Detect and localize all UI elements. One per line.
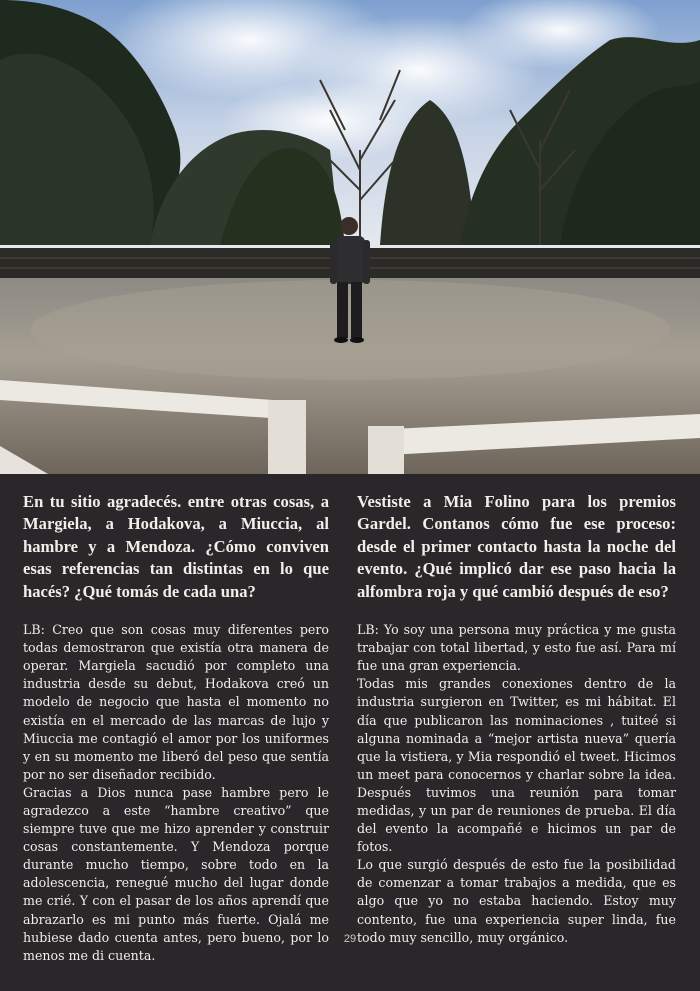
page-number: 29 [343, 933, 357, 945]
right-answer-paragraph-3: Lo que surgió después de esto fue la posibilidad de comenzar a tomar trabajos a medida, que es algo que yo no estaba haciendo. Estoy muy contento, fue una experiencia super linda, fue todo muy sencillo, muy orgánico. [357, 857, 676, 945]
left-answer-paragraph-2: Gracias a Dios nunca pase hambre pero le agradezco a este “hambre creativo” que siempre tuve que me hizo aprender y construir cosas constantemente. Y Mendoza porque durante mucho tiempo, sobre todo en la adolescencia, renegué mucho del lugar donde me crié. Y con el pasar de los años aprendí que abrazarlo es mi punto más fuerte. Ojalá me hubiese dado cuenta antes, pero bueno, por lo menos me di cuenta. [23, 784, 329, 963]
right-answer-paragraph-1: LB: Yo soy una persona muy práctica y me gusta trabajar con total libertad, y esto fue así. Para mí fue una gran experiencia. [357, 622, 676, 674]
right-answer-paragraph-2: Todas mis grandes conexiones dentro de la industria surgieron en Twitter, es mi hábitat. El día que publicaron las nominaciones , tuiteé si alguna nominada a “mejor artista nueva” quería que la vistiera, y Mia respondió el tweet. Hicimos un meet para conocernos y charlar sobre la idea. Después tuvimos una reunión para tomar medidas, y un par de reuniones de prueba. El día del evento la acompañé e hicimos un par de fotos. [357, 676, 676, 855]
left-answer-paragraph-1: LB: Creo que son cosas muy diferentes pero todas demostraron que existía otra manera de operar. Margiela sacudió por completo una industria desde su debut, Hodakova creó un modelo de negocio que hasta el momento no existía en el mercado de las marcas de lujo y Miuccia me contagió el amor por los uniformes y en su momento me liberó del peso que sentía por no ser diseñador recibido. [23, 622, 329, 782]
left-question: En tu sitio agradecés. entre otras cosas, a Margiela, a Hodakova, a Miuccia, al hambre y a Mendoza. ¿Cómo conviven esas referencias tan distintas en lo que hacés? ¿Qué tomás de cada una? [23, 492, 329, 601]
right-column [357, 491, 676, 947]
right-question: Vestiste a Mia Folino para los premios Gardel. Contanos cómo fue ese proceso: desde el primer contacto hasta la noche del evento. ¿Qué implicó dar ese paso hacia la alfombra roja y qué cambió después de eso? [357, 492, 676, 601]
left-column [23, 491, 329, 965]
photo-man-in-riding-arena [0, 0, 700, 474]
hero-photo [0, 0, 700, 474]
